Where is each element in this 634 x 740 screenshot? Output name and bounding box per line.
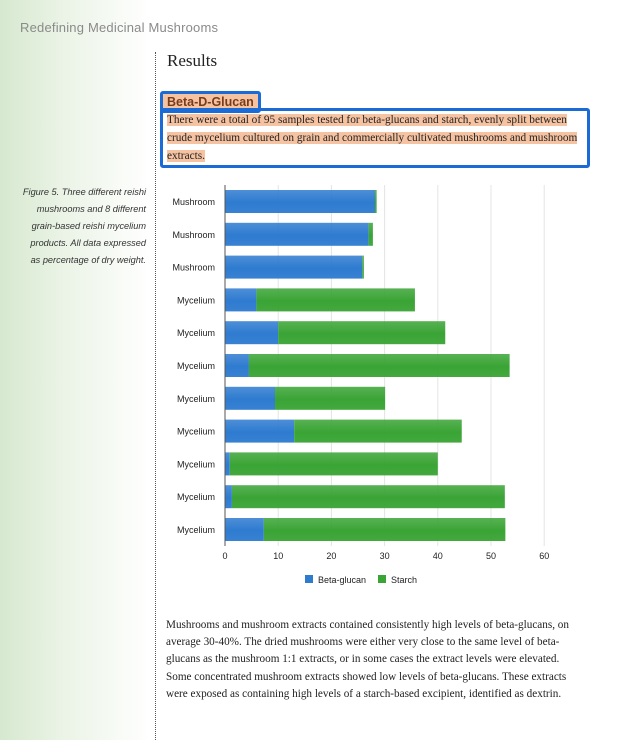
x-tick-label: 40 [432,551,443,561]
chart-bars [225,190,510,541]
category-label: Mycelium [176,459,215,470]
category-label: Mushroom [172,197,215,207]
legend-label: Beta-glucan [318,575,367,585]
category-label: Mycelium [176,361,215,371]
bar-beta-glucan-1 [225,223,369,246]
x-tick-label: 20 [326,551,337,561]
intro-text: There were a total of 95 samples tested for beta-glucans and starch, evenly split between crude mycelium cultured on grain and commercially cultivated mushrooms and mushroom extracts. [167,114,578,162]
category-label: Mycelium [176,426,215,437]
category-label: Mycelium [176,525,215,535]
legend-swatch [378,575,386,583]
x-tick-label: 10 [273,551,284,561]
bar-beta-glucan-3 [225,288,256,311]
chart-category-labels [172,197,215,535]
body-paragraph: Mushrooms and mushroom extracts contained consistently high levels of beta-glucans, on average 30-40%. The dried mushrooms were either very close to the same level of beta-glucans as the mushroom 1:1 extracts, or in some cases the extract levels were elevated. Some concentrated mushroom extracts showed low levels of beta-glucans. These extracts were exposed as containing high levels of a starch-based excipient, identified as dextrin. [166,619,569,700]
bar-starch-5 [249,354,510,377]
category-label: Mushroom [172,229,215,240]
bar-starch-1 [369,223,373,246]
legend-label: Starch [391,575,418,585]
bar-starch-3 [256,288,415,311]
x-tick-label: 50 [485,551,497,561]
x-tick-label: 30 [379,551,390,561]
figure-caption: Figure 5. Three different reishi mushrooms and 8 different grain-based reishi mycelium products. All data expressed as percentage of dry weight. [22,187,146,265]
bar-beta-glucan-7 [225,420,294,443]
category-label: Mycelium [176,295,215,306]
category-label: Mycelium [176,393,215,404]
category-label: Mushroom [172,262,215,273]
running-header: Redefining Medicinal Mushrooms [20,20,219,35]
bar-beta-glucan-10 [225,518,264,541]
bar-starch-6 [275,387,385,410]
legend-swatch [305,575,313,583]
bar-beta-glucan-2 [225,256,362,279]
bar-beta-glucan-9 [225,485,232,508]
x-tick-label: 60 [539,551,550,561]
bar-beta-glucan-5 [225,354,249,377]
subsection-heading: Beta-D-Glucan [167,95,254,109]
chart-x-tick-labels [222,551,549,561]
bar-beta-glucan-6 [225,387,275,410]
bar-beta-glucan-4 [225,321,278,344]
category-label: Mycelium [176,328,215,339]
bar-starch-8 [230,452,438,475]
section-title: Results [167,51,218,70]
bar-starch-7 [294,420,462,443]
bar-starch-9 [232,485,505,508]
x-tick-label: 0 [222,551,228,561]
bar-starch-10 [264,518,506,541]
bar-starch-4 [278,321,445,344]
chart-legend [305,575,417,585]
bar-starch-0 [375,190,377,213]
bar-beta-glucan-0 [225,190,375,213]
category-label: Mycelium [176,492,215,503]
bar-beta-glucan-8 [225,452,230,475]
bar-starch-2 [362,256,364,279]
